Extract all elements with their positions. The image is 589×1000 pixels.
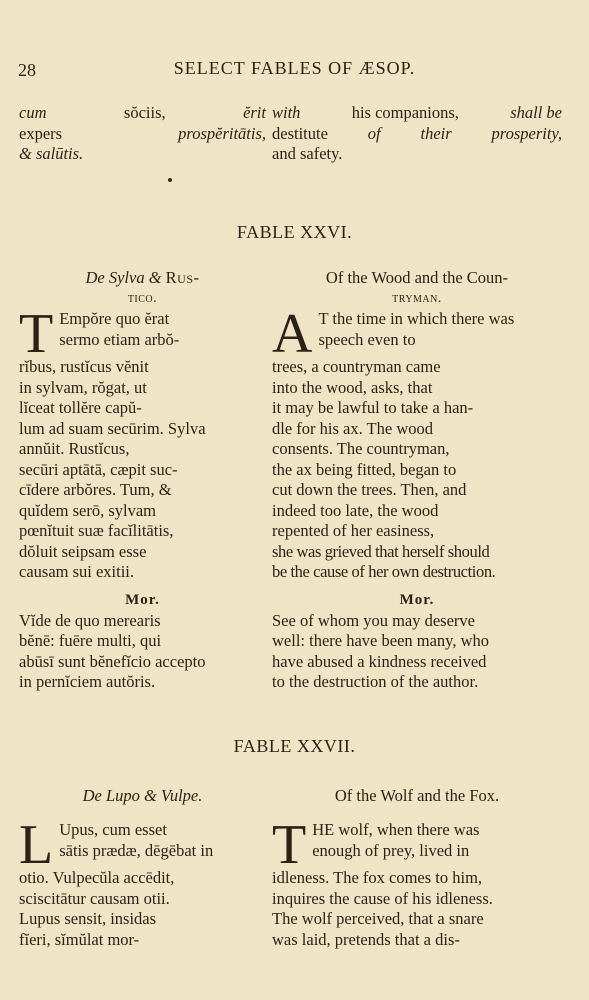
latin-moral: Mor. Vĭde de quo merearis bĕnē: fuēre multi, qui abūsī sunt bĕnefĭcio accepto in pernĭciem autŏris.: [19, 590, 266, 693]
english-title: Of the Wolf and the Fox.: [334, 786, 500, 805]
drop-cap: T: [272, 820, 307, 868]
text-line: with his companions, shall be: [272, 103, 562, 122]
drop-cap: T: [19, 309, 54, 357]
english-continuation: [272, 103, 562, 165]
english-title: Of the Wood and the Coun- tryman.: [325, 268, 509, 306]
moral-label: Mor.: [399, 592, 435, 608]
english-fable-text: A T the time in which there was speech even to trees, a countryman came into the wood, asks, that it may be lawful to take a han- dle for his ax. The wood consents. The countryman, the ax being fitted, began to cut down the trees. Then, and indeed too late, the wood repented of her easiness, she was grieved that herself should be the cause of her own destruction.: [272, 309, 562, 583]
drop-cap: A: [272, 309, 313, 357]
text-line: destitute of their prosperity,: [272, 123, 562, 143]
latin-fable-text: T Empŏre quo ĕrat sermo etiam arbŏ- rĭbus, rustĭcus vĕnit in sylvam, rŏgat, ut lĭceat tollĕre capŭ- lum ad suam secūrim. Sylva annŭit. Rustĭcus, secūri aptātā, cæpit suc- cīdere arbŏres. Tum, & quĭdem serō, sylvam pœnĭtuit suæ facĭlitātis, dŏluit seipsam esse causam sui exitii.: [19, 309, 266, 583]
text-line: expers prospĕritātis,: [19, 123, 266, 143]
english-moral: Mor. See of whom you may deserve well: there have been many, who have abused a kindness received to the destruction of the author.: [272, 590, 562, 693]
fable-heading: FABLE XXVI.: [236, 222, 353, 242]
page-header: [18, 58, 571, 86]
text-line: and safety.: [272, 144, 343, 163]
latin-title: De Sylva & Rus- tico.: [85, 268, 200, 306]
text-line: cum sŏciis, ĕrit: [19, 103, 266, 122]
latin-fable-text: L Upus, cum esset sātis prædæ, dēgēbat in otio. Vulpecŭla accēdit, sciscitātur causam otii. Lupus sensit, insidas fĭeri, sĭmŭlat mor-: [19, 820, 214, 949]
fable-heading: FABLE XXVII.: [233, 736, 356, 756]
page-number: 28: [18, 60, 36, 80]
english-fable-text: T HE wolf, when there was enough of prey, lived in idleness. The fox comes to him, inquires the cause of his idleness. The wolf perceived, that a snare was laid, pretends that a dis-: [272, 820, 493, 949]
english-lines: trees, a countryman came into the wood, asks, that it may be lawful to take a han- dle for his ax. The wood consents. The countryman, the ax being fitted, began to cut down the trees. Then, and indeed too late, the wood repented of her easiness, she was grieved that herself should be the cause of her own destruction.: [272, 357, 496, 581]
latin-continuation: [19, 103, 266, 165]
latin-lines: rĭbus, rustĭcus vĕnit in sylvam, rŏgat, ut lĭceat tollĕre capŭ- lum ad suam secūrim. Sylva annŭit. Rustĭcus, secūri aptātā, cæpit suc- cīdere arbŏres. Tum, & quĭdem serō, sylvam pœnĭtuit suæ facĭlitātis, dŏluit seipsam esse causam sui exitii.: [19, 357, 206, 581]
drop-cap: L: [19, 820, 54, 868]
text-line: & salūtis.: [19, 144, 84, 163]
ink-speck: [168, 178, 172, 182]
running-title: SELECT FABLES OF ÆSOP.: [173, 58, 416, 78]
moral-label: Mor.: [125, 592, 160, 608]
latin-title: De Lupo & Vulpe.: [82, 786, 203, 805]
